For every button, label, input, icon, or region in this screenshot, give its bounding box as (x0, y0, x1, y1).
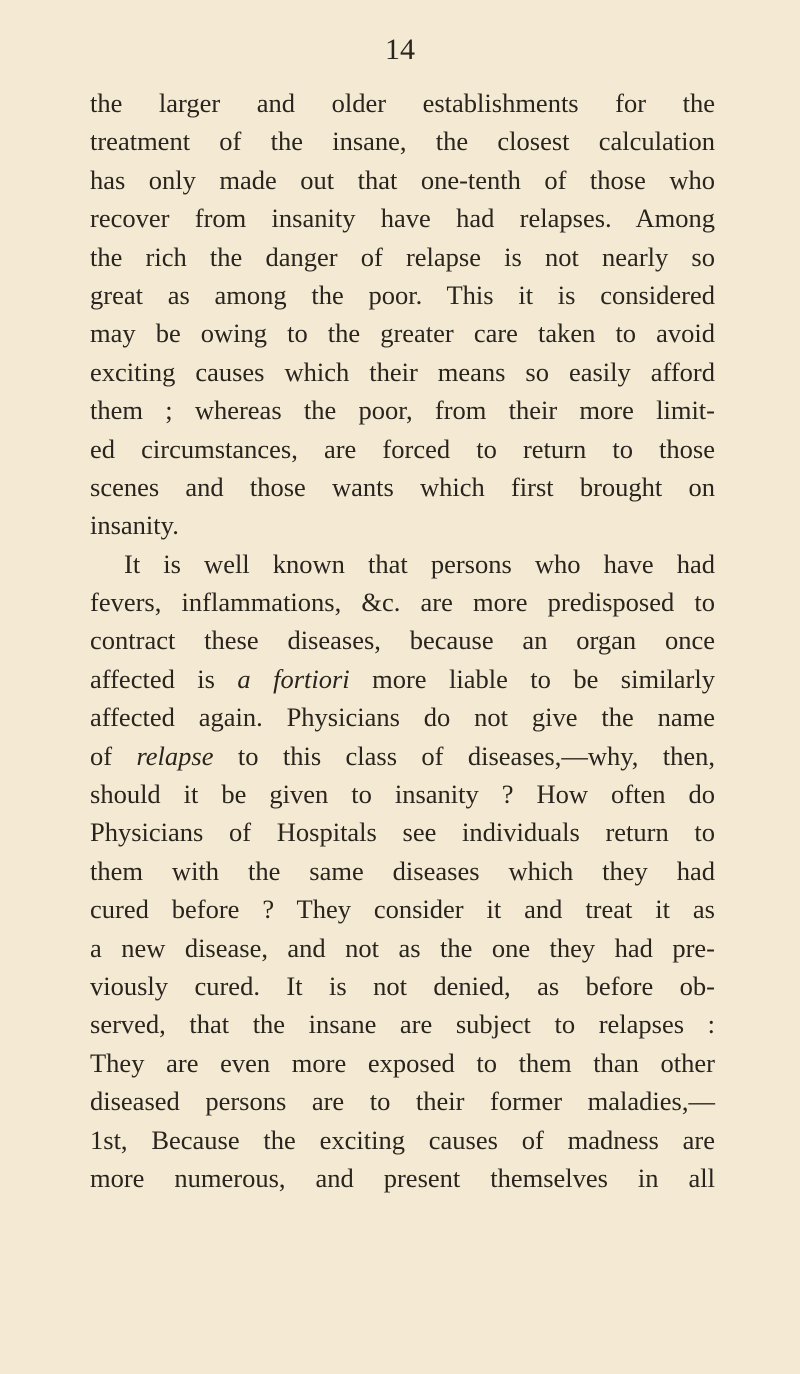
text-line: the rich the danger of relapse is not nearly so (90, 241, 715, 272)
text-line: the larger and older establishments for the (90, 88, 715, 118)
text-line-with-italic (90, 660, 715, 698)
text-line: exciting causes which their means so easily afford (90, 356, 715, 387)
text-line: diseased persons are to their former maladies,— (90, 1086, 715, 1117)
text-line: insanity. (90, 510, 179, 541)
body-text (90, 84, 715, 1197)
text-line: more numerous, and present themselves in all (90, 1162, 715, 1193)
text-line: 1st, Because the exciting causes of madness are (90, 1124, 715, 1155)
text-line: has only made out that one-tenth of those who (90, 164, 715, 195)
text-line: recover from insanity have had relapses. Among (90, 203, 715, 234)
italic-phrase: relapse (136, 740, 214, 771)
text-line: treatment of the insane, the closest calculation (90, 126, 715, 157)
text-line: great as among the poor. This it is considered (90, 279, 715, 310)
text-line: It is well known that persons who have had (124, 548, 715, 579)
text-line: Physicians of Hospitals see individuals return to (90, 817, 715, 848)
text-segment: of (90, 740, 137, 771)
text-line-with-italic (90, 737, 715, 775)
text-line: viously cured. It is not denied, as before ob- (90, 970, 715, 1001)
text-line: served, that the insane are subject to relapses : (90, 1009, 715, 1040)
text-line: should it be given to insanity ? How often do (90, 779, 715, 810)
text-line: ed circumstances, are forced to return to those (90, 433, 715, 464)
text-line: them ; whereas the poor, from their more limit- (90, 395, 715, 426)
text-line: a new disease, and not as the one they had pre- (90, 932, 715, 963)
text-segment: affected is (90, 663, 238, 694)
text-line: them with the same diseases which they had (90, 855, 715, 886)
italic-phrase: a fortiori (237, 663, 350, 694)
page-number: 14 (385, 33, 415, 66)
text-line: may be owing to the greater care taken to avoid (90, 318, 715, 349)
text-line: They are even more exposed to them than other (90, 1047, 715, 1078)
text-line: cured before ? They consider it and treat it as (90, 894, 715, 925)
text-line: scenes and those wants which first brought on (90, 471, 715, 502)
text-segment: more liable to be similarly (349, 663, 715, 694)
text-line: affected again. Physicians do not give the name (90, 702, 715, 733)
text-segment: to this class of diseases,—why, then, (213, 740, 715, 771)
text-line: contract these diseases, because an organ once (90, 625, 715, 656)
text-line: fevers, inflammations, &c. are more predisposed to (90, 587, 715, 618)
